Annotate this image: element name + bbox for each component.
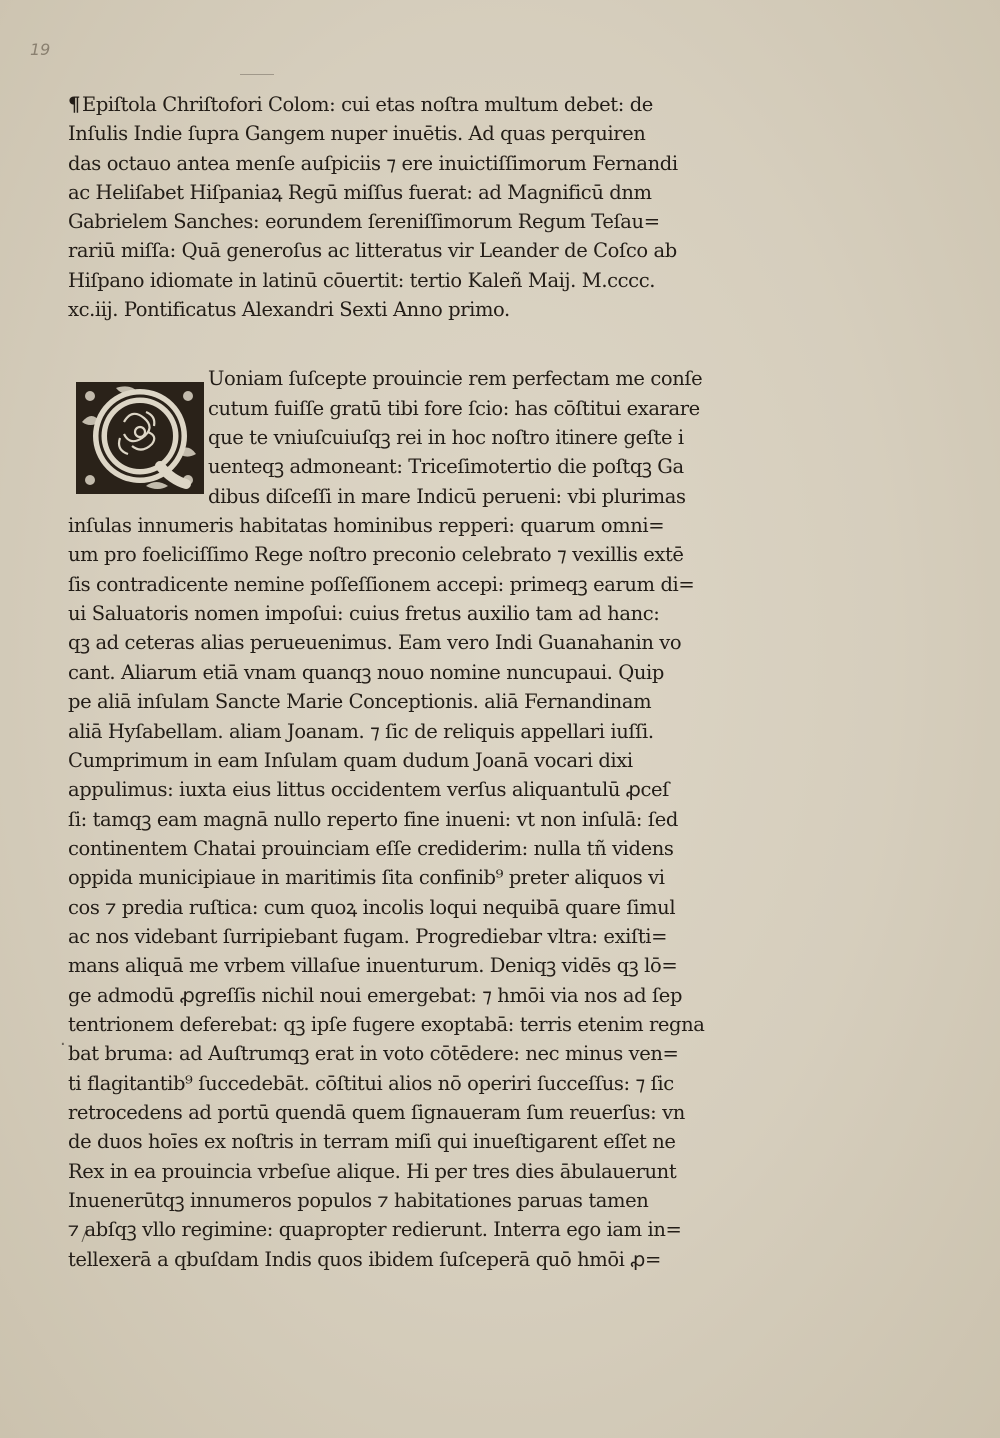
body-line: ge admodū ꝓgreſſis nichil noui emergebat: ⁊ hmōi via nos ad ſep (68, 983, 683, 1007)
body-line: tellexerā a qbuſdam Indis quos ibidem ſuſceperā quō hmōi ꝓ= (68, 1247, 661, 1271)
body-line: ac nos videbant ſurripiebant fugam. Progrediebar vltra: exiſti= (68, 924, 668, 948)
ink-mark (240, 74, 274, 75)
body-line: ⁊ abſqꝫ vllo regimine: quapropter redierunt. Interra ego iam in= (68, 1218, 682, 1242)
body-line: ui Saluatoris nomen impoſui: cuius fretus auxilio tam ad hanc: (68, 602, 660, 626)
heading-line: rariū miſſa: Quā generoſus ac litteratus vir Leander de Coſco ab (68, 239, 677, 263)
body-line: Rex in ea prouincia vrbeſue alique. Hi per tres dies ābulauerunt (68, 1159, 677, 1183)
body-line: que te vniuſcuiuſqꝫ rei in hoc noſtro itinere geſte i (208, 426, 684, 450)
letter-heading (68, 90, 768, 324)
body-line: qꝫ ad ceteras alias perueuenimus. Eam vero Indi Guanahanin vo (68, 631, 682, 655)
body-line: tentrionem deferebat: qꝫ ipſe fugere exoptabā: terris etenim regna (68, 1012, 705, 1036)
body-line: oppida municipiaue in maritimis ſita confinib⁹ preter aliquos vi (68, 866, 665, 890)
body-line: de duos hoīes ex noſtris in terram miſi qui inueſtigarent eſſet ne (68, 1130, 676, 1154)
heading-line: Hiſpano idiomate in latinū cōuertit: tertio Kaleñ Maij. M.cccc. (68, 268, 656, 292)
body-line: aliā Hyſabellam. aliam Joanam. ⁊ ſic de reliquis appellari iuſſi. (68, 719, 654, 743)
heading-line: das octauo antea menſe auſpiciis ⁊ ere inuictiſſimorum Fernandi (68, 151, 678, 175)
folio-number: 19 (30, 40, 51, 59)
body-line: pe aliā inſulam Sancte Marie Conceptionis. aliā Fernandinam (68, 690, 652, 714)
margin-mark: · (60, 1034, 66, 1055)
decorated-initial-q-icon (76, 382, 204, 494)
body-line: cutum fuiſſe gratū tibi fore ſcio: has cōſtitui exarare (208, 396, 700, 420)
body-line: cant. Aliarum etiā vnam quanqꝫ nouo nomine nuncupaui. Quip (68, 660, 664, 684)
body-line: cos ⁊ predia ruſtica: cum quoꝝ incolis loqui nequibā quare ſimul (68, 895, 676, 919)
body-line: ſi: tamqꝫ eam magnā nullo reperto fine inueni: vt non inſulā: ſed (68, 807, 678, 831)
body-line: retrocedens ad portū quendā quem ſignaueram ſum reuerſus: vn (68, 1100, 685, 1124)
pilcrow-icon: ¶ (68, 93, 81, 116)
body-line: Uoniam ſuſcepte prouincie rem perfectam me conſe (208, 367, 703, 391)
body-line: dibus diſceſſi in mare Indicū perueni: vbi plurimas (208, 484, 686, 508)
body-line: inſulas innumeris habitatas hominibus repperi: quarum omni= (68, 514, 665, 538)
body-line: ſis contradicente nemine poſſeſſionem accepi: primeqꝫ earum di= (68, 572, 695, 596)
heading-line: ¶ Epiſtola Chriſtofori Colom: cui etas noſtra multum debet: de (68, 93, 653, 116)
heading-line: ac Heliſabet Hiſpaniaꝝ Regū miſſus fuerat: ad Magnificū dnm (68, 180, 652, 204)
heading-line: xc.iij. Pontificatus Alexandri Sexti Anno primo. (68, 298, 510, 322)
letter-text (68, 90, 768, 1274)
letter-body (68, 364, 768, 1274)
heading-line: Gabrielem Sanches: eorundem ſereniſſimorum Regum Teſau= (68, 210, 660, 234)
body-line: Cumprimum in eam Inſulam quam dudum Joanā vocari dixi (68, 748, 633, 772)
body-line: mans aliquā me vrbem villaſue inuenturum. Deniqꝫ vidēs qꝫ lō= (68, 954, 678, 978)
body-line: appulimus: iuxta eius littus occidentem verſus aliquantulū ꝓceſ (68, 778, 669, 802)
body-line: uenteqꝫ admoneant: Triceſimotertio die poſtqꝫ Ga (208, 455, 684, 479)
body-line: um pro foeliciſſimo Rege noſtro preconio celebrato ⁊ vexillis extē (68, 543, 684, 567)
body-line: ti flagitantib⁹ ſuccedebāt. cōſtitui alios nō operiri ſucceſſus: ⁊ ſic (68, 1071, 674, 1095)
body-line: continentem Chatai prouinciam eſſe crediderim: nulla tñ videns (68, 836, 674, 860)
body-line: Inuenerūtqꝫ innumeros populos ⁊ habitationes paruas tamen (68, 1189, 649, 1212)
body-line: bat bruma: ad Auſtrumqꝫ erat in voto cōtēdere: nec minus ven= (68, 1042, 679, 1066)
heading-line: Inſulis Indie ſupra Gangem nuper inuētis. Ad quas perquiren (68, 122, 646, 146)
